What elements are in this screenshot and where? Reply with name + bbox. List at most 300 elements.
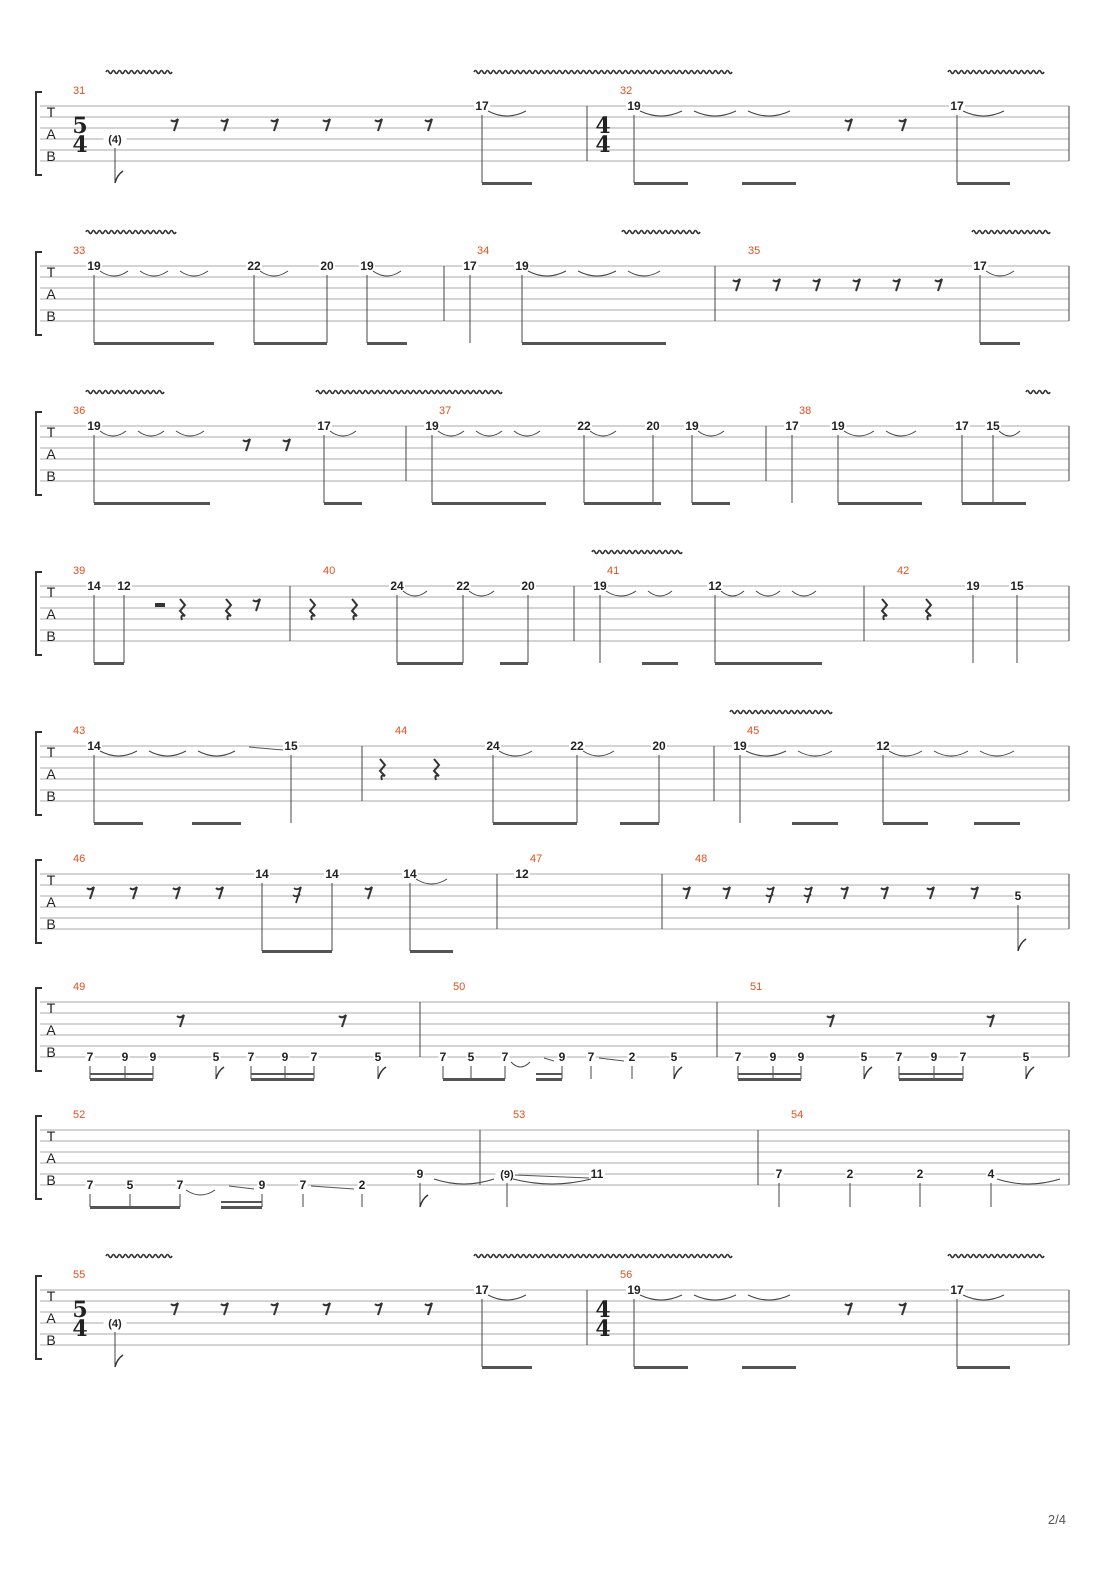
fret-number: 5 [1014, 889, 1022, 903]
eighth-rest [221, 1303, 228, 1315]
note-beam [742, 1366, 796, 1369]
eighth-rest [171, 119, 178, 131]
tab-clef-letter: T [46, 424, 56, 440]
tab-clef-letter: B [46, 788, 56, 804]
eighth-rest [813, 279, 820, 291]
staff-bracket [36, 988, 42, 1071]
tie-arc [980, 751, 1014, 756]
fret-number: 19 [733, 739, 747, 753]
sixteenth-rest [293, 887, 301, 903]
eighth-rest [987, 1015, 994, 1027]
fret-number: 5 [374, 1050, 382, 1064]
note-flag [1018, 939, 1026, 951]
note-beam-secondary [221, 1201, 262, 1203]
note-beam [838, 502, 922, 505]
fret-number: 17 [475, 99, 489, 113]
note-beam [397, 662, 463, 665]
measure-number: 32 [620, 85, 633, 97]
fret-number: 7 [734, 1050, 742, 1064]
eighth-rest [221, 119, 228, 131]
tab-clef-letter: A [46, 126, 56, 142]
eighth-rest [853, 279, 860, 291]
fret-number: 12 [876, 739, 890, 753]
fret-number: 15 [284, 739, 298, 753]
note-flag [420, 1195, 428, 1207]
tie-arc [963, 111, 1004, 116]
tie-arc [889, 751, 922, 756]
eighth-rest [733, 279, 740, 291]
measure-number: 33 [73, 245, 86, 257]
fret-number: 9 [121, 1050, 129, 1064]
staff-bracket [36, 860, 42, 943]
note-flag [216, 1067, 224, 1079]
time-sig-denominator: 4 [72, 1316, 88, 1342]
vibrato-mark [106, 1255, 172, 1258]
fret-number: 2 [916, 1167, 924, 1181]
staff-bracket [36, 252, 42, 335]
fret-number: 14 [87, 579, 101, 593]
tab-clef-letter: A [46, 894, 56, 910]
tie-arc [590, 431, 616, 436]
note-beam-secondary [251, 1073, 314, 1075]
slide-line [229, 1186, 254, 1189]
tab-clef-letter: A [46, 1150, 56, 1166]
fret-number: 2 [358, 1178, 366, 1192]
note-beam-secondary [536, 1073, 562, 1075]
measure-number: 55 [73, 1269, 86, 1281]
measure-number: 38 [799, 405, 812, 417]
eighth-rest [723, 887, 730, 899]
slide-line [544, 1058, 554, 1061]
quarter-rest [882, 599, 887, 620]
note-beam [493, 822, 577, 825]
tie-arc [886, 431, 916, 436]
eighth-rest [773, 279, 780, 291]
tab-clef-letter: B [46, 1332, 56, 1348]
note-beam [974, 822, 1020, 825]
tab-clef-letter: B [46, 308, 56, 324]
tie-arc [511, 1062, 530, 1067]
tie-arc [180, 271, 208, 276]
slide-line [515, 1175, 589, 1178]
tie-arc [373, 271, 401, 276]
eighth-rest [375, 1303, 382, 1315]
fret-number: 7 [501, 1050, 509, 1064]
note-beam [324, 502, 362, 505]
note-beam [962, 502, 1026, 505]
note-beam [443, 1078, 505, 1081]
tab-clef-letter: A [46, 766, 56, 782]
slide-line [311, 1186, 354, 1189]
tie-arc [963, 1295, 1004, 1300]
tie-arc [476, 431, 502, 436]
fret-number: 19 [627, 1283, 641, 1297]
fret-number: 2 [628, 1050, 636, 1064]
fret-number: 14 [403, 867, 417, 881]
fret-number: 22 [247, 259, 261, 273]
fret-number: 19 [87, 419, 101, 433]
fret-number: 19 [966, 579, 980, 593]
eighth-rest [425, 119, 432, 131]
eighth-rest [971, 887, 978, 899]
staff-bracket [36, 92, 42, 175]
fret-number: 9 [769, 1050, 777, 1064]
fret-number: 17 [950, 99, 964, 113]
eighth-rest [271, 119, 278, 131]
eighth-rest [683, 887, 690, 899]
tie-arc [330, 431, 356, 436]
fret-number: 17 [950, 1283, 964, 1297]
measure-number: 40 [323, 565, 336, 577]
note-flag [378, 1067, 386, 1079]
measure-number: 45 [747, 725, 760, 737]
fret-number: 12 [708, 579, 722, 593]
vibrato-mark [972, 231, 1050, 234]
tab-clef-letter: B [46, 148, 56, 164]
measure-number: 41 [607, 565, 620, 577]
note-beam [642, 662, 678, 665]
measure-number: 46 [73, 853, 86, 865]
note-beam [94, 822, 143, 825]
time-sig-numerator: 4 [595, 1297, 611, 1323]
vibrato-mark [86, 391, 164, 394]
sixteenth-rest [804, 887, 812, 903]
vibrato-mark [948, 71, 1044, 74]
staff-bracket [36, 412, 42, 495]
tab-clef-letter: A [46, 446, 56, 462]
tie-arc [997, 1179, 1060, 1184]
tie-arc [934, 751, 968, 756]
fret-number: 19 [685, 419, 699, 433]
note-beam [738, 1078, 801, 1081]
slide-line [599, 1058, 624, 1061]
tie-arc [748, 1295, 790, 1300]
measure-number: 52 [73, 1109, 86, 1121]
fret-number: 7 [959, 1050, 967, 1064]
tie-arc [756, 591, 780, 596]
eighth-rest [935, 279, 942, 291]
fret-number: 12 [515, 867, 529, 881]
quarter-rest [352, 599, 357, 620]
fret-number: 5 [126, 1178, 134, 1192]
tab-clef-letter: A [46, 1310, 56, 1326]
note-beam [221, 1206, 262, 1209]
fret-number: 19 [515, 259, 529, 273]
note-beam [90, 1206, 180, 1209]
tie-arc [100, 271, 128, 276]
tie-arc [499, 751, 532, 756]
tab-clef-letter: T [46, 1288, 56, 1304]
note-beam [432, 502, 546, 505]
tie-arc [260, 271, 288, 276]
note-beam [715, 662, 822, 665]
tie-arc [469, 591, 494, 596]
fret-number: 24 [486, 739, 500, 753]
tie-arc [513, 1179, 591, 1184]
tie-arc [694, 1295, 736, 1300]
note-beam [620, 822, 659, 825]
tie-arc [434, 1179, 494, 1184]
note-beam [410, 950, 453, 953]
eighth-rest [216, 887, 223, 899]
measure-number: 39 [73, 565, 86, 577]
fret-number: 7 [775, 1167, 783, 1181]
tie-arc [792, 591, 816, 596]
tab-clef-letter: T [46, 584, 56, 600]
fret-number: 15 [1010, 579, 1024, 593]
fret-number: 5 [212, 1050, 220, 1064]
quarter-rest [310, 599, 315, 620]
fret-number: 19 [87, 259, 101, 273]
fret-number: 19 [425, 419, 439, 433]
fret-number: 24 [390, 579, 404, 593]
note-beam [634, 182, 688, 185]
fret-number: 17 [475, 1283, 489, 1297]
note-flag [864, 1067, 872, 1079]
fret-number: 20 [521, 579, 535, 593]
tie-arc [416, 879, 447, 884]
eighth-rest [177, 1015, 184, 1027]
eighth-rest [425, 1303, 432, 1315]
vibrato-mark [622, 231, 700, 234]
quarter-rest [380, 759, 385, 780]
eighth-rest [339, 1015, 346, 1027]
tie-arc [844, 431, 874, 436]
fret-number: 7 [587, 1050, 595, 1064]
eighth-rest [827, 1015, 834, 1027]
eighth-rest [271, 1303, 278, 1315]
tie-arc [583, 751, 614, 756]
fret-number: 7 [247, 1050, 255, 1064]
note-flag [674, 1067, 682, 1079]
fret-number: 5 [670, 1050, 678, 1064]
measure-number: 31 [73, 85, 86, 97]
note-beam [536, 1078, 562, 1081]
time-sig-denominator: 4 [72, 132, 88, 158]
fret-number: 9 [149, 1050, 157, 1064]
fret-number: 5 [860, 1050, 868, 1064]
eighth-rest [173, 887, 180, 899]
tie-arc [698, 431, 724, 436]
tab-clef-letter: A [46, 606, 56, 622]
fret-number: 19 [593, 579, 607, 593]
tab-clef-letter: T [46, 744, 56, 760]
vibrato-mark [730, 711, 832, 714]
measure-number: 34 [477, 245, 490, 257]
note-flag [115, 171, 123, 183]
eighth-rest [283, 439, 290, 451]
tie-arc [528, 271, 566, 276]
fret-number: 7 [439, 1050, 447, 1064]
tie-arc [606, 591, 636, 596]
tie-arc [578, 271, 616, 276]
fret-number: 7 [299, 1178, 307, 1192]
vibrato-mark [474, 1255, 732, 1258]
note-beam [482, 1366, 532, 1369]
fret-number: 9 [797, 1050, 805, 1064]
note-beam [262, 950, 332, 953]
measure-number: 43 [73, 725, 86, 737]
eighth-rest [87, 887, 94, 899]
tab-clef-letter: T [46, 1000, 56, 1016]
note-beam [584, 502, 661, 505]
fret-number: 9 [558, 1050, 566, 1064]
tie-arc [746, 751, 786, 756]
note-beam [192, 822, 241, 825]
measure-number: 48 [695, 853, 708, 865]
page-number: 2/4 [1047, 1512, 1066, 1527]
tie-arc [176, 431, 204, 436]
tab-clef-letter: B [46, 468, 56, 484]
tie-arc [198, 751, 235, 756]
fret-number: 17 [463, 259, 477, 273]
note-beam [634, 1366, 688, 1369]
tab-clef-letter: T [46, 1128, 56, 1144]
measure-number: 37 [439, 405, 452, 417]
tie-arc [648, 591, 672, 596]
time-sig-denominator: 4 [595, 1316, 611, 1342]
tab-clef-letter: A [46, 286, 56, 302]
measure-number: 47 [530, 853, 543, 865]
tie-arc [798, 751, 832, 756]
tie-arc [100, 431, 126, 436]
tie-arc [628, 271, 660, 276]
eighth-rest [881, 887, 888, 899]
staff-bracket [36, 1276, 42, 1359]
tab-clef-letter: B [46, 916, 56, 932]
note-beam [500, 662, 528, 665]
vibrato-mark [474, 71, 732, 74]
eighth-rest [365, 887, 372, 899]
vibrato-mark [948, 1255, 1044, 1258]
fret-number: 14 [255, 867, 269, 881]
note-beam [94, 662, 124, 665]
fret-number: 19 [831, 419, 845, 433]
eighth-rest [375, 119, 382, 131]
tie-arc [986, 271, 1014, 276]
measure-number: 36 [73, 405, 86, 417]
measure-number: 54 [791, 1109, 804, 1121]
measure-number: 35 [748, 245, 761, 257]
note-flag [115, 1355, 123, 1367]
tab-clef-letter: B [46, 628, 56, 644]
note-beam [94, 502, 210, 505]
tie-arc [186, 1190, 215, 1195]
fret-number: 17 [785, 419, 799, 433]
quarter-rest [434, 759, 439, 780]
fret-number: 20 [646, 419, 660, 433]
fret-number: 22 [570, 739, 584, 753]
time-sig-numerator: 5 [72, 113, 88, 139]
note-beam [957, 1366, 1010, 1369]
vibrato-mark [1026, 391, 1050, 394]
tie-arc [100, 751, 137, 756]
quarter-rest [926, 599, 931, 620]
vibrato-mark [316, 391, 502, 394]
note-beam [482, 182, 532, 185]
fret-number: 14 [87, 739, 101, 753]
tie-arc [694, 111, 736, 116]
note-flag [1026, 1067, 1034, 1079]
fret-number: 17 [955, 419, 969, 433]
eighth-rest [899, 119, 906, 131]
fret-number: 22 [577, 419, 591, 433]
fret-number: 4 [987, 1167, 995, 1181]
tie-arc [138, 431, 164, 436]
measure-number: 56 [620, 1269, 633, 1281]
fret-number: 7 [86, 1050, 94, 1064]
eighth-rest [253, 599, 260, 611]
eighth-rest [243, 439, 250, 451]
fret-number: 9 [281, 1050, 289, 1064]
measure-number: 53 [513, 1109, 526, 1121]
staff-bracket [36, 1116, 42, 1199]
fret-number: 14 [325, 867, 339, 881]
half-rest [155, 603, 165, 607]
tab-clef-letter: T [46, 264, 56, 280]
tab-clef-letter: A [46, 1022, 56, 1038]
eighth-rest [323, 119, 330, 131]
note-beam-secondary [738, 1073, 801, 1075]
note-beam [742, 182, 796, 185]
note-beam [899, 1078, 963, 1081]
tie-arc [640, 1295, 682, 1300]
tie-arc [149, 751, 186, 756]
note-beam [254, 342, 327, 345]
time-sig-denominator: 4 [595, 132, 611, 158]
fret-number: 7 [176, 1178, 184, 1192]
fret-number: 9 [930, 1050, 938, 1064]
tie-arc [640, 111, 682, 116]
tie-arc [999, 431, 1020, 436]
fret-number: 7 [895, 1050, 903, 1064]
eighth-rest [927, 887, 934, 899]
measure-number: 42 [897, 565, 910, 577]
staff-bracket [36, 732, 42, 815]
eighth-rest [893, 279, 900, 291]
fret-number: 15 [986, 419, 1000, 433]
fret-number: 17 [317, 419, 331, 433]
tie-arc [403, 591, 427, 596]
note-beam [957, 182, 1010, 185]
tie-arc [514, 431, 540, 436]
tab-clef-letter: B [46, 1172, 56, 1188]
tab-clef-letter: T [46, 872, 56, 888]
eighth-rest [845, 1303, 852, 1315]
note-beam [792, 822, 838, 825]
note-beam [367, 342, 407, 345]
measure-number: 44 [395, 725, 408, 737]
fret-number: 9 [258, 1178, 266, 1192]
tie-arc [140, 271, 168, 276]
note-beam [522, 342, 666, 345]
fret-number: 17 [973, 259, 987, 273]
quarter-rest [226, 599, 231, 620]
fret-number: 2 [846, 1167, 854, 1181]
fret-number: 12 [117, 579, 131, 593]
note-beam [883, 822, 928, 825]
time-sig-numerator: 5 [72, 1297, 88, 1323]
fret-number: 19 [627, 99, 641, 113]
note-beam [90, 1078, 153, 1081]
tab-clef-letter: T [46, 104, 56, 120]
measure-number: 49 [73, 981, 86, 993]
quarter-rest [180, 599, 185, 620]
fret-number: 20 [320, 259, 334, 273]
eighth-rest [845, 119, 852, 131]
measure-number: 50 [453, 981, 466, 993]
fret-number: 11 [590, 1167, 604, 1181]
